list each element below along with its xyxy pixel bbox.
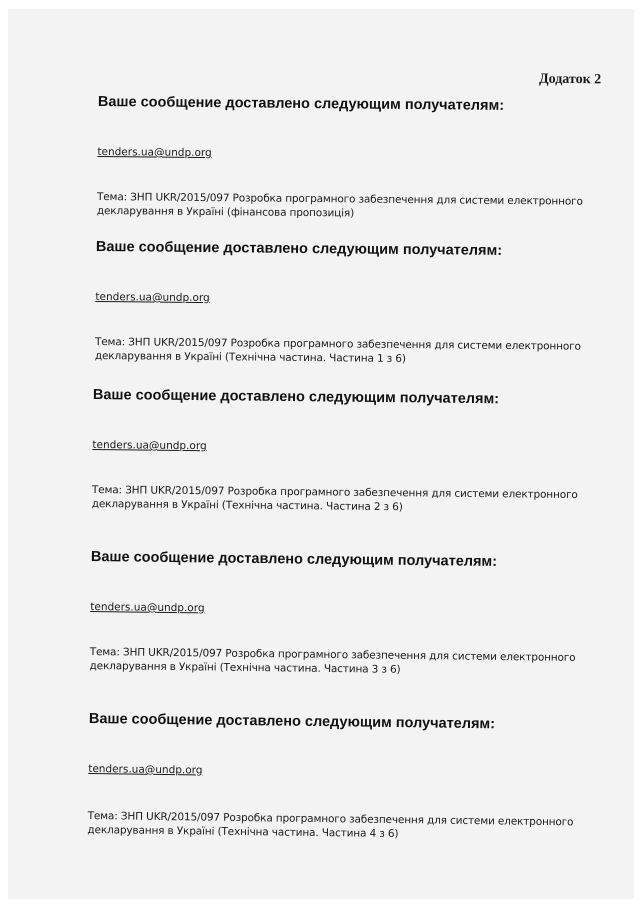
delivery-notice-5	[87, 711, 574, 843]
subject-line-1: Тема: ЗНП UKR/2015/097 Розробка програмного забезпечення для системи електронного	[87, 809, 574, 829]
subject-text	[89, 645, 576, 679]
appendix-label: Додаток 2	[538, 71, 602, 88]
subject-line-2: декларування в Україні (Технічна частина. Частина 2 з 6)	[91, 497, 403, 514]
subject-line-1: Тема: ЗНП UKR/2015/097 Розробка програмного забезпечення для системи електронного	[96, 190, 583, 208]
subject-line-1: Тема: ЗНП UKR/2015/097 Розробка програмного забезпечення для системи електронного	[91, 483, 578, 502]
subject-line-2: декларування в Україні (Технічна частина. Частина 3 з 6)	[89, 659, 401, 676]
delivery-notice-2	[94, 239, 581, 368]
delivery-heading: Ваше сообщение доставлено следующим получателям:	[95, 239, 503, 259]
subject-line-1: Тема: ЗНП UKR/2015/097 Розробка програмного забезпечення для системи електронного	[94, 335, 581, 353]
subject-line-1: Тема: ЗНП UKR/2015/097 Розробка програмного забезпечення для системи електронного	[89, 645, 576, 664]
subject-line-2: декларування в Україні (Технічна частина. Частина 4 з 6)	[87, 823, 399, 841]
delivery-heading: Ваше сообщение доставлено следующим получателям:	[90, 549, 498, 570]
delivery-heading: Ваше сообщение доставлено следующим получателям:	[97, 94, 505, 114]
subject-line-2: декларування в Україні (фінансова пропозиція)	[96, 204, 355, 220]
recipient-email-link[interactable]: tenders.ua@undp.org	[88, 762, 203, 777]
delivery-notice-1	[96, 94, 583, 223]
delivery-notice-4	[89, 549, 576, 679]
recipient-email-link[interactable]: tenders.ua@undp.org	[95, 290, 210, 305]
delivery-heading: Ваше сообщение доставлено следующим получателям:	[92, 387, 500, 408]
recipient-email-link[interactable]: tenders.ua@undp.org	[97, 145, 212, 160]
subject-line-2: декларування в Україні (Технічна частина. Частина 1 з 6)	[94, 349, 406, 365]
delivery-heading: Ваше сообщение доставлено следующим получателям:	[88, 711, 496, 733]
recipient-email-link[interactable]: tenders.ua@undp.org	[90, 600, 205, 615]
subject-text	[91, 483, 578, 516]
subject-text	[94, 335, 581, 368]
subject-text	[96, 190, 583, 223]
recipient-email-link[interactable]: tenders.ua@undp.org	[92, 438, 207, 453]
delivery-notice-3	[91, 387, 578, 516]
